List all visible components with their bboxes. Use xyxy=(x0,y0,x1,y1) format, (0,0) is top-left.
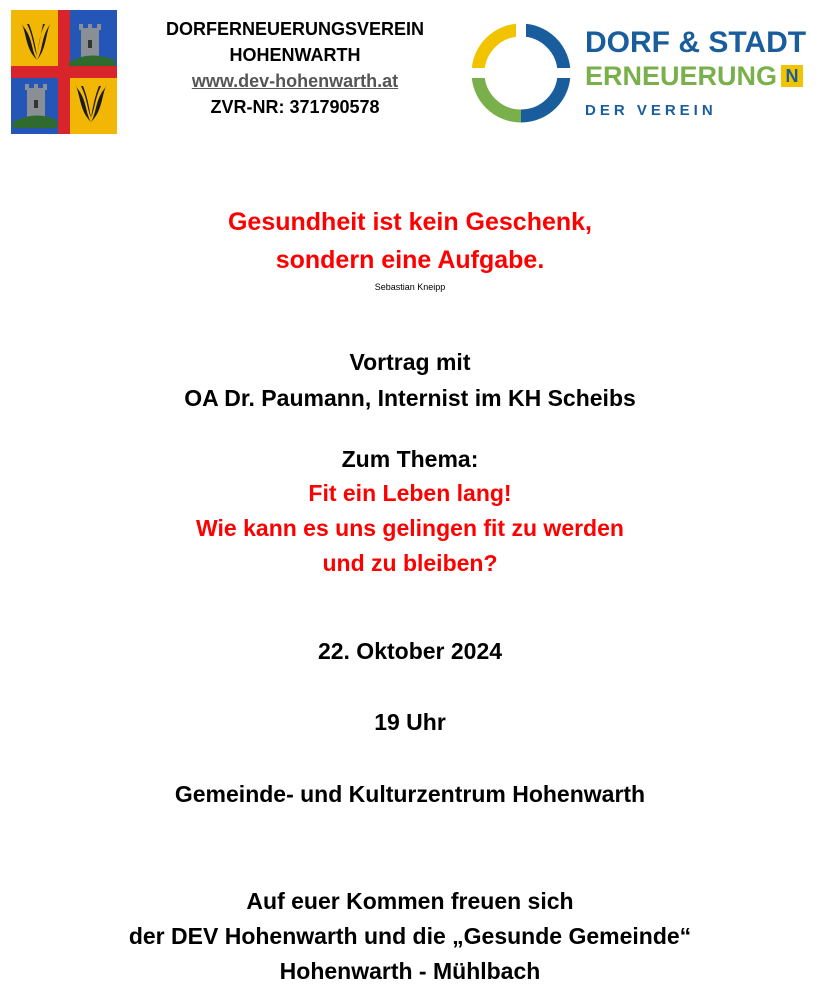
quote-line1: Gesundheit ist kein Geschenk, xyxy=(227,208,592,236)
theme xyxy=(0,476,820,581)
coat-of-arms-icon xyxy=(11,10,117,134)
organisation-info xyxy=(130,16,460,120)
logo-title: DORF & STADT xyxy=(585,26,807,59)
dorf-stadt-logo-text xyxy=(585,26,815,119)
quote xyxy=(0,203,820,279)
talk-line1: Vortrag mit xyxy=(349,349,471,375)
zvr-number: ZVR-NR: 371790578 xyxy=(210,97,380,117)
theme-line3: und zu bleiben? xyxy=(322,550,498,576)
quote-line2: sondern eine Aufgabe. xyxy=(275,246,545,274)
theme-line1: Fit ein Leben lang! xyxy=(308,480,512,506)
logo-tagline: DER VEREIN xyxy=(585,102,717,119)
event-date: 22. Oktober 2024 xyxy=(317,638,503,664)
closing-line1: Auf euer Kommen freuen sich xyxy=(246,888,574,914)
event-time: 19 Uhr xyxy=(374,709,446,735)
noe-badge: N xyxy=(781,65,803,87)
theme-line2: Wie kann es uns gelingen fit zu werden xyxy=(196,515,624,541)
logo-subtitle xyxy=(585,60,815,92)
theme-label: Zum Thema: xyxy=(341,446,479,472)
org-name-line2: HOHENWARTH xyxy=(229,45,361,65)
ring-logo-icon xyxy=(470,22,572,124)
quote-author: Sebastian Kneipp xyxy=(374,282,446,292)
closing-line3: Hohenwarth - Mühlbach xyxy=(279,958,541,984)
org-name-line1: DORFERNEUERUNGSVEREIN xyxy=(165,19,425,39)
talk-info xyxy=(0,344,820,416)
event-venue: Gemeinde- und Kulturzentrum Hohenwarth xyxy=(174,781,646,807)
talk-speaker: OA Dr. Paumann, Internist im KH Scheibs xyxy=(184,385,636,411)
logo-subtitle-text: ERNEUERUNG xyxy=(585,61,778,91)
website-link[interactable]: www.dev-hohenwarth.at xyxy=(191,71,399,91)
closing xyxy=(0,884,820,989)
closing-line2: der DEV Hohenwarth und die „Gesunde Gemeinde“ xyxy=(128,923,692,949)
